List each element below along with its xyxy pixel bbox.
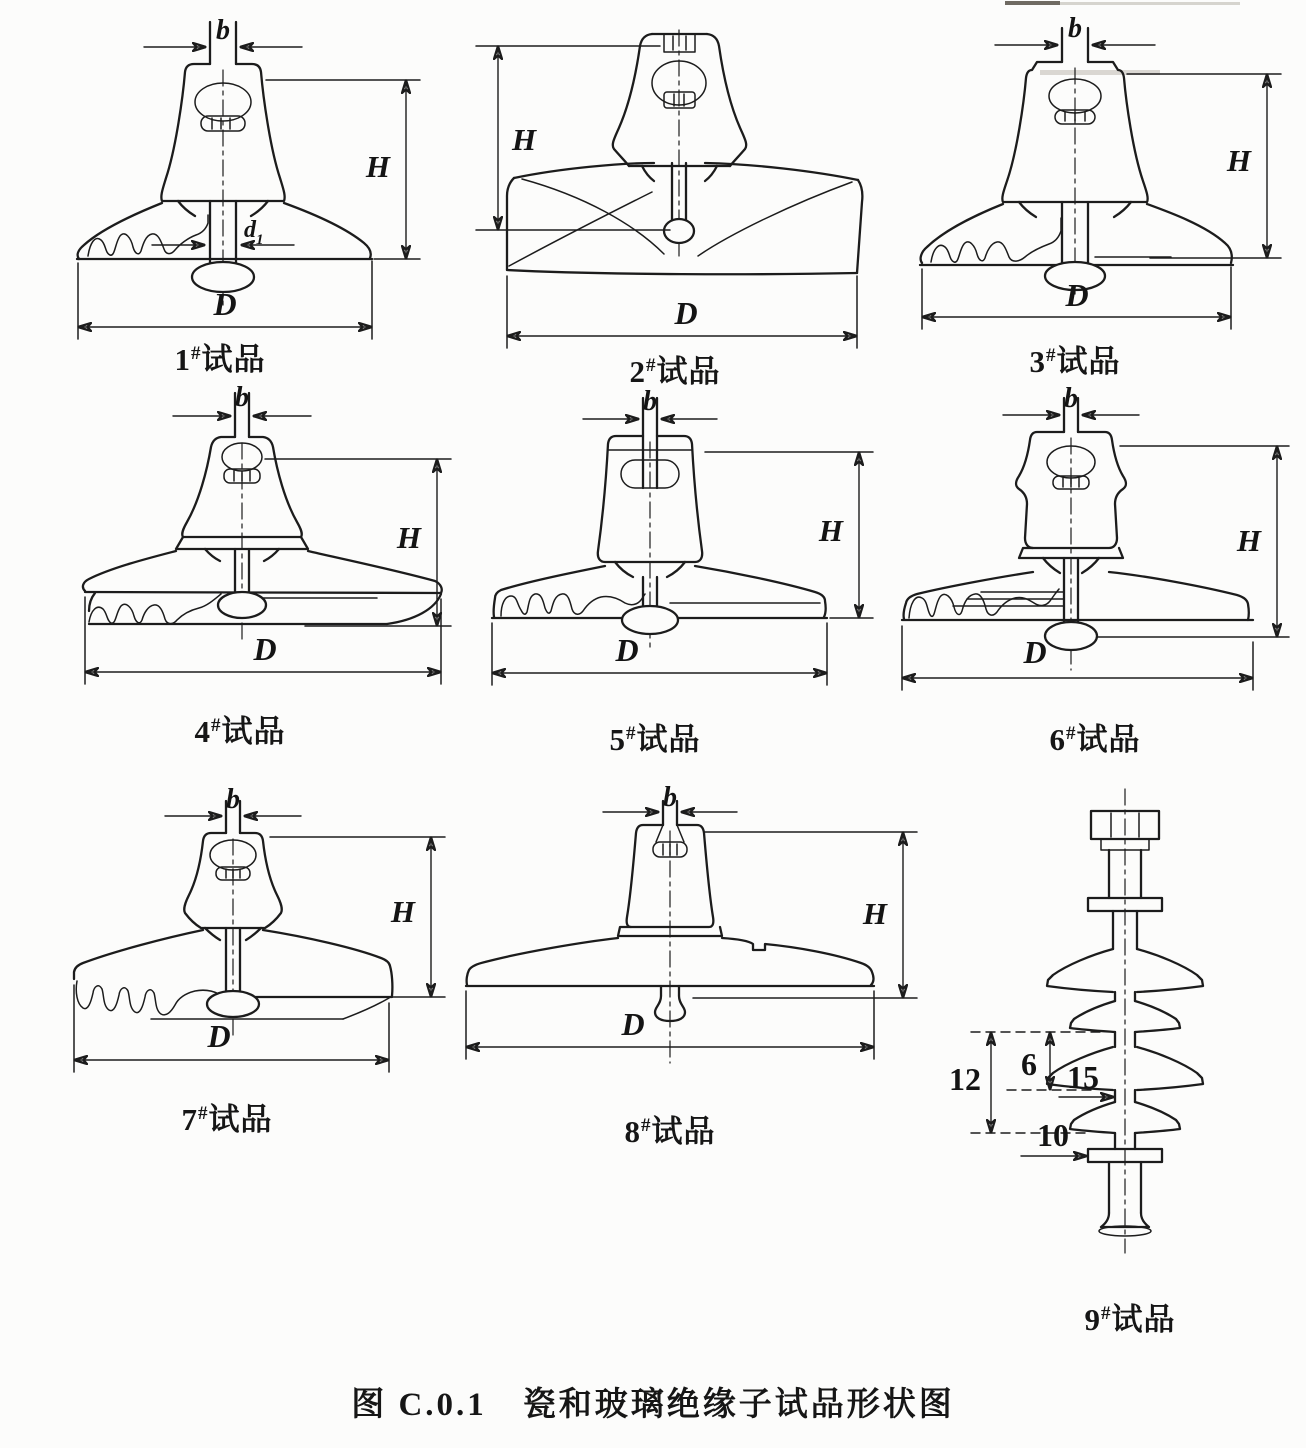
scan-artifact (1005, 1, 1060, 5)
dim-label-H: H (396, 520, 421, 555)
dim-label-H: H (512, 122, 537, 157)
specimen-6-drawing (885, 383, 1305, 762)
D-dimension (507, 276, 857, 348)
dim-label-6: 6 (1021, 1046, 1037, 1082)
dim-label-D: D (621, 1006, 645, 1042)
dim-label-D: D (615, 632, 639, 668)
dim-label-D: D (1065, 277, 1089, 313)
dim-label-10: 10 (1037, 1117, 1069, 1153)
specimen-8-drawing (455, 782, 935, 1155)
dim-label-b: b (663, 782, 677, 813)
dim-15 (1059, 1059, 1114, 1097)
dim-12 (949, 1032, 991, 1133)
D-dimension (922, 267, 1231, 329)
b-dimension (173, 382, 311, 416)
H-dimension (693, 832, 917, 998)
specimen-6-label: 6#试品 (1049, 722, 1141, 757)
insulator-disc (77, 201, 372, 292)
figure-caption: 图 C.0.1 瓷和玻璃绝缘子试品形状图 (351, 1387, 955, 1423)
specimen-9-label: 9#试品 (1084, 1302, 1176, 1337)
specimen-1-label: 1#试品 (174, 342, 266, 377)
specimen-3-label: 3#试品 (1029, 344, 1121, 379)
dim-label-D: D (1023, 634, 1047, 670)
b-dimension (603, 782, 737, 813)
dim-label-H: H (1226, 143, 1251, 178)
dim-10 (1021, 1117, 1087, 1156)
H-dimension (1127, 74, 1281, 258)
specimen-5-label: 5#试品 (609, 722, 701, 757)
dim-label-D: D (207, 1018, 231, 1054)
dim-label-D: D (674, 295, 698, 331)
b-dimension (995, 13, 1155, 45)
scan-artifact (1030, 2, 1240, 5)
H-dimension (705, 452, 873, 618)
dim-label-H: H (390, 894, 415, 929)
b-dimension (1003, 383, 1139, 415)
dim-label-b: b (643, 386, 657, 417)
dim-label-b: b (235, 382, 249, 413)
H-dimension (1120, 446, 1289, 637)
insulator-disc (492, 566, 827, 634)
H-dimension (476, 46, 670, 230)
specimen-7-label: 7#试品 (181, 1102, 273, 1137)
specimen-4-drawing (55, 382, 475, 757)
dim-label-d1: $d_1$ (244, 217, 264, 248)
dim-label-H: H (818, 513, 843, 548)
specimen-8-label: 8#试品 (624, 1114, 716, 1149)
insulator-disc (507, 163, 862, 274)
dim-label-H: H (1236, 523, 1261, 558)
insulator-disc (902, 558, 1289, 650)
H-dimension (270, 837, 445, 997)
dim-label-H: H (862, 896, 887, 931)
insulator-disc (83, 549, 442, 624)
dim-label-b: b (1068, 13, 1082, 44)
specimen-1-drawing (38, 8, 458, 376)
b-dimension (165, 784, 301, 816)
H-dimension (265, 459, 451, 626)
dim-label-H: H (365, 149, 390, 184)
dim-6 (1021, 1032, 1050, 1090)
b-dimension (583, 386, 717, 419)
specimen-9-drawing (935, 785, 1275, 1345)
specimen-4-label: 4#试品 (194, 714, 286, 749)
dim-label-D: D (213, 286, 237, 322)
H-dimension (266, 80, 420, 259)
dim-label-b: b (226, 784, 240, 815)
dim-label-15: 15 (1067, 1059, 1099, 1095)
specimen-2-drawing (462, 28, 902, 393)
dim-label-D: D (253, 631, 277, 667)
b-dimension (144, 15, 302, 47)
dim-label-12: 12 (949, 1061, 981, 1097)
specimen-2-label: 2#试品 (629, 354, 721, 389)
specimen-5-drawing (475, 386, 895, 760)
dim-label-b: b (216, 15, 230, 46)
dim-label-b: b (1064, 383, 1078, 414)
specimen-3-drawing (895, 13, 1305, 380)
